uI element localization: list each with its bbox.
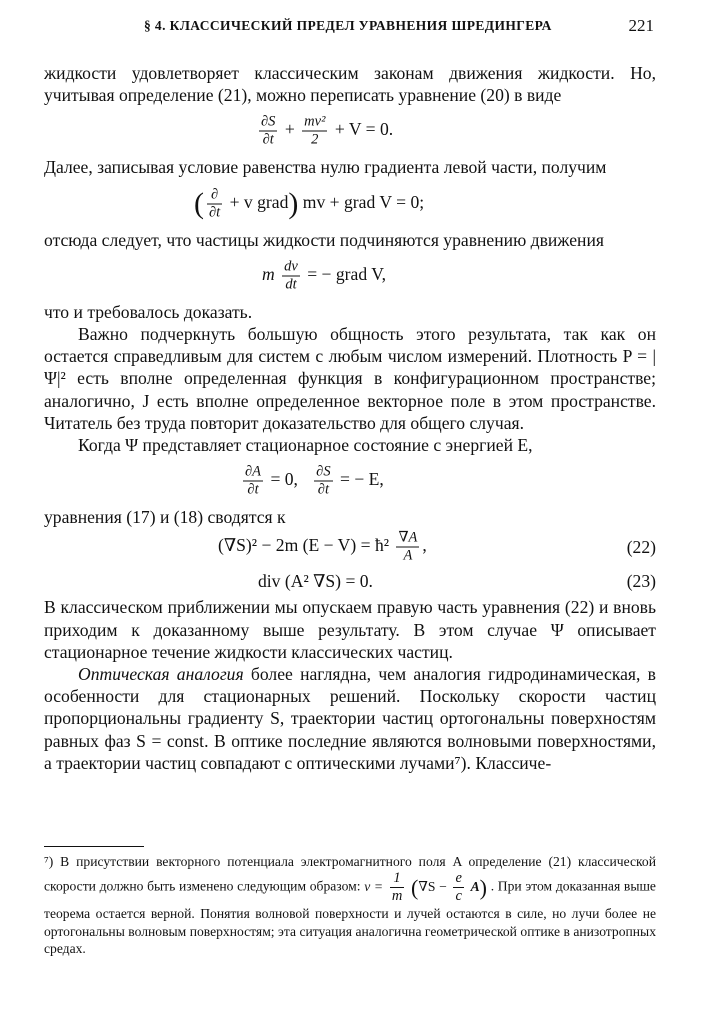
footnote-7: ⁷) В присутствии векторного потенциала электромагнитного поля A определение (21) классической скорости должно быть изменено следующим образом: v = $\frac{1}{m}$ (∇S − $\frac{e}{c}$ A) . При этом доказанная выше теорема остается верной. Понятия волновой поверхности и лучей остаются в силе, но лучи более не ортогональны волновым поверхностям; эта ситуация аналогична геометрической оптике в анизотропных средах.: [44, 854, 656, 957]
paragraph-1: жидкости удовлетворяет классическим законам движения жидкости. Но, учитывая определение (21), можно переписать уравнение (20) в виде: [44, 63, 656, 106]
paragraph-7: уравнения (17) и (18) сводятся к: [44, 507, 286, 528]
paragraph-8: В классическом приближении мы опускаем правую часть уравнения (22) и вновь приходим к доказанному выше результату. В этом случае Ψ описывает стационарное течение жидкости классических частиц.: [44, 597, 656, 662]
equation-22: (∇S)² − 2m (E − V) = ħ² $\frac{\nabla A}{A}$ , (22): [218, 529, 656, 564]
page-number: 221: [628, 16, 654, 35]
main-text: [44, 62, 656, 774]
paragraph-9: Оптическая аналогия более наглядна, чем аналогия гидродинамическая, в особенности для стационарных решений. Поскольку скорости частиц пропорциональны градиенту S, траектории частиц ортогональны поверхностям равных фаз S = const. В оптике последние являются волновыми поверхностями, а траектории частиц совпадают с оптическими лучами⁷). Классиче-: [44, 664, 656, 773]
paragraph-5: Важно подчеркнуть большую общность этого результата, так как он остается справедливым для систем с любым числом измерений. Плотность P = |Ψ|² есть вполне определенная функция в конфигурационном пространстве; аналогично, J есть вполне определенное векторное поле в этом пространстве. Читатель без труда повторит доказательство для общего случая.: [44, 324, 656, 433]
page-header: [44, 16, 662, 38]
equation-number-22: (22): [626, 537, 656, 558]
equation-23: div (A² ∇S) = 0. (23): [258, 571, 656, 592]
paragraph-3: отсюда следует, что частицы жидкости подчиняются уравнению движения: [44, 229, 604, 250]
equation-number-23: (23): [626, 571, 656, 592]
running-title: § 4. КЛАССИЧЕСКИЙ ПРЕДЕЛ УРАВНЕНИЯ ШРЕДИНГЕРА: [144, 18, 552, 33]
equation-stationary: $\frac{\partial A}{\partial t}$ = 0, $\frac{\partial S}{\partial t}$ = − E,: [245, 463, 384, 498]
equation-gradient: ( $\frac{\partial}{\partial t}$ + v grad) mv + grad V = 0;: [194, 186, 425, 221]
equation-hamilton-jacobi: $\frac{\partial S}{\partial t}$ + $\frac{\text{mv²}}{2}$ + V = 0.: [261, 113, 394, 148]
footnote-divider: [44, 846, 144, 847]
paragraph-6: Когда Ψ представляет стационарное состояние с энергией E,: [78, 435, 533, 456]
paragraph-2: Далее, записывая условие равенства нулю градиента левой части, получим: [44, 157, 607, 178]
equation-newton: m $\frac{dv}{dt}$ = − grad V,: [262, 258, 387, 293]
paragraph-4: что и требовалось доказать.: [44, 301, 253, 322]
